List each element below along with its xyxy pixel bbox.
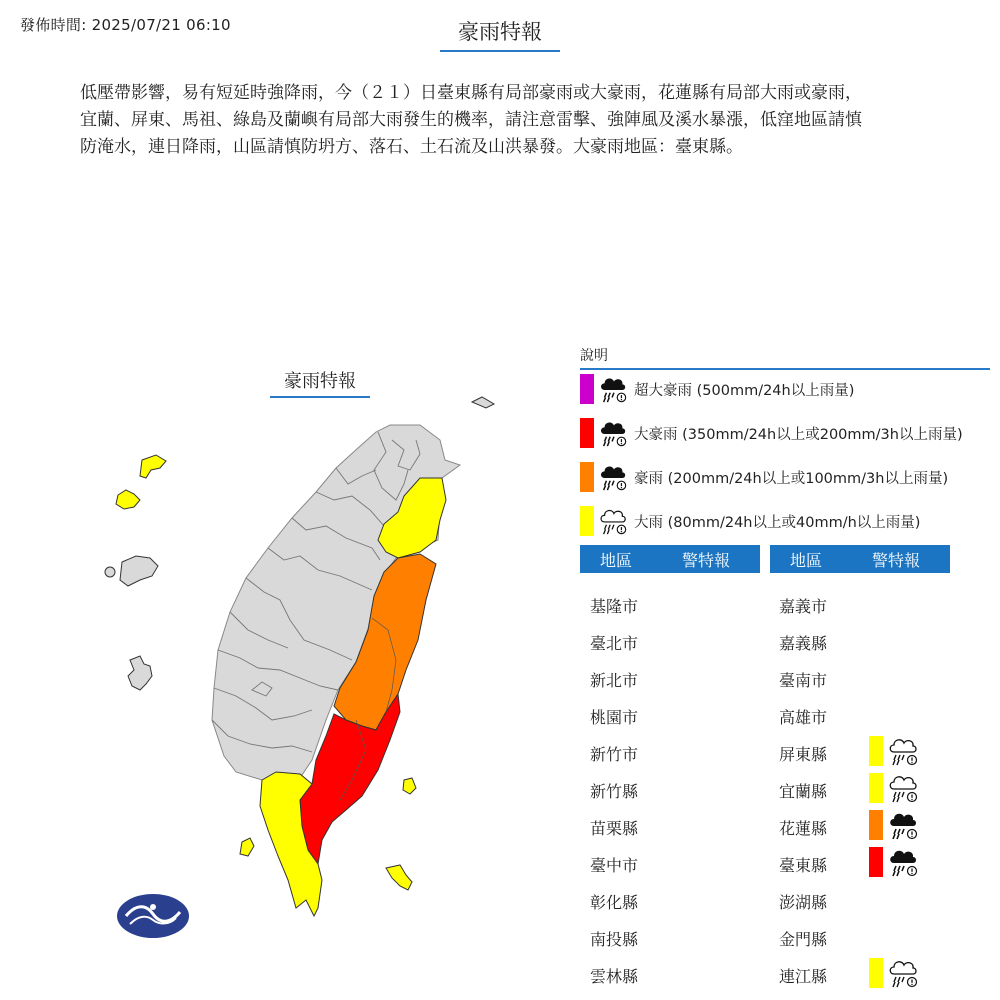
publish-time: 發佈時間: 2025/07/21 06:10 (20, 16, 231, 34)
region-taichung[interactable]: 臺中市 (590, 856, 639, 875)
region-yilan[interactable]: 宜蘭縣 (779, 782, 828, 801)
column-header-region: 地區 (599, 550, 632, 570)
region-lienchiang[interactable]: 連江縣 (779, 967, 828, 986)
lieyu-island[interactable] (105, 567, 115, 577)
legend-label: 大豪雨 (350mm/24h以上或200mm/3h以上雨量) (634, 426, 963, 443)
taiwan-warning-map (95, 385, 505, 945)
torrential-rain-icon (598, 418, 628, 448)
region-chiayi-city[interactable]: 嘉義市 (779, 597, 828, 616)
table-header-right (770, 545, 950, 573)
column-header-region: 地區 (789, 550, 822, 570)
warning-level-bar-taitung (869, 847, 883, 877)
legend-item-torrential (580, 418, 963, 448)
region-yunlin[interactable]: 雲林縣 (590, 967, 639, 986)
matsu-island-south[interactable] (116, 490, 140, 509)
region-tainan[interactable]: 臺南市 (779, 671, 828, 690)
green-island[interactable] (403, 778, 416, 794)
legend-swatch (580, 462, 594, 492)
cwa-logo-icon (117, 894, 189, 938)
region-nantou[interactable]: 南投縣 (590, 930, 639, 949)
heavy-rain-icon (887, 957, 919, 989)
region-hsinchu-county[interactable]: 新竹縣 (590, 782, 639, 801)
heavy-rain-icon (887, 772, 919, 804)
legend-label: 超大豪雨 (500mm/24h以上雨量) (634, 382, 855, 399)
page-title: 豪雨特報 (440, 16, 560, 52)
region-penghu[interactable]: 澎湖縣 (779, 893, 828, 912)
extremely-heavy-rain-icon (887, 809, 919, 841)
penghu-islands[interactable] (128, 656, 152, 690)
torrential-rain-icon (887, 846, 919, 878)
region-new-taipei[interactable]: 新北市 (590, 671, 639, 690)
region-kaohsiung[interactable]: 高雄市 (779, 708, 828, 727)
orchid-island[interactable] (386, 865, 412, 890)
xiaoliuqiu-island[interactable] (240, 838, 254, 856)
extremely-heavy-rain-icon (598, 462, 628, 492)
warning-description (80, 80, 920, 161)
column-header-warning: 警特報 (871, 550, 920, 570)
legend-item-heavy-rain (580, 506, 920, 536)
warning-level-bar-hualien (869, 810, 883, 840)
legend-swatch (580, 374, 594, 404)
region-taipei[interactable]: 臺北市 (590, 634, 639, 653)
guishan-island[interactable] (472, 397, 494, 408)
region-changhua[interactable]: 彰化縣 (590, 893, 639, 912)
heavy-rain-icon (598, 506, 628, 536)
region-hualien[interactable]: 花蓮縣 (779, 819, 828, 838)
matsu-island-north[interactable] (140, 455, 166, 478)
description-line: 宜蘭、屏東、馬祖、綠島及蘭嶼有局部大雨發生的機率，請注意雷擊、強陣風及溪水暴漲，低窪地區請慎 (80, 110, 862, 130)
warning-level-bar-yilan (869, 773, 883, 803)
super-torrential-rain-icon (598, 374, 628, 404)
region-kinmen[interactable]: 金門縣 (779, 930, 828, 949)
region-chiayi-county[interactable]: 嘉義縣 (779, 634, 828, 653)
legend-swatch (580, 506, 594, 536)
region-pingtung[interactable]: 屏東縣 (779, 745, 828, 764)
region-taoyuan[interactable]: 桃園市 (590, 708, 639, 727)
warning-level-bar-pingtung (869, 736, 883, 766)
legend-heading: 說明 (580, 345, 990, 370)
legend-label: 大雨 (80mm/24h以上或40mm/h以上雨量) (634, 514, 921, 531)
description-line: 防淹水，連日降雨，山區請慎防坍方、落石、土石流及山洪暴發。大豪雨地區：臺東縣。 (80, 137, 743, 157)
map-title: 豪雨特報 (270, 367, 370, 398)
warning-level-bar-lienchiang (869, 958, 883, 988)
heavy-rain-icon (887, 735, 919, 767)
region-hsinchu-city[interactable]: 新竹市 (590, 745, 639, 764)
region-miaoli[interactable]: 苗栗縣 (590, 819, 639, 838)
region-keelung[interactable]: 基隆市 (590, 597, 639, 616)
table-header-left (580, 545, 760, 573)
legend-label: 豪雨 (200mm/24h以上或100mm/3h以上雨量) (634, 470, 949, 487)
legend-item-super-torrential (580, 374, 854, 404)
column-header-warning: 警特報 (681, 550, 730, 570)
kinmen-island[interactable] (120, 556, 158, 586)
description-line: 低壓帶影響，易有短延時強降雨，今（２１）日臺東縣有局部豪雨或大豪雨，花蓮縣有局部大雨或豪雨， (80, 83, 862, 103)
region-taitung[interactable]: 臺東縣 (779, 856, 828, 875)
legend-swatch (580, 418, 594, 448)
legend-item-extremely-heavy (580, 462, 948, 492)
